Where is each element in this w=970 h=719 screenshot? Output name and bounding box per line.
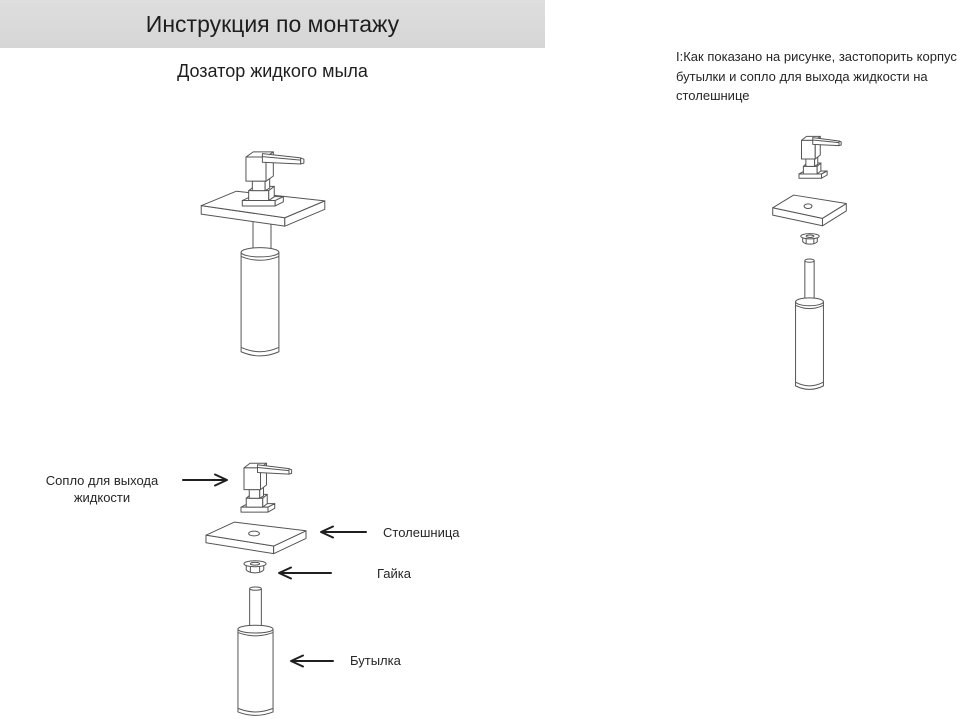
bottle-part — [241, 248, 279, 356]
arrow-right-icon — [182, 473, 232, 487]
bottle-part — [796, 259, 824, 389]
exploded-view-drawing — [200, 452, 345, 719]
nut-part — [801, 234, 819, 245]
subtitle: Дозатор жидкого мыла — [177, 61, 368, 81]
arrow-left-icon — [270, 566, 332, 580]
assembled-dispenser-drawing — [185, 128, 385, 373]
bottle-part — [238, 587, 273, 715]
countertop-plate-part — [206, 522, 306, 554]
pump-head-part — [241, 463, 292, 512]
label-bottle: Бутылка — [350, 653, 401, 668]
header-bar — [0, 0, 545, 48]
note-line: I:Как показано на рисунке, застопорить корпус — [676, 49, 957, 64]
label-nozzle-line1: Сопло для выхода — [45, 473, 159, 488]
pump-head-part — [799, 136, 841, 178]
arrow-left-icon — [284, 654, 334, 668]
note-paragraph — [676, 47, 957, 106]
page-title: Инструкция по монтажу — [145, 11, 400, 37]
countertop-plate-part — [773, 195, 847, 226]
nut-part — [244, 561, 266, 573]
label-countertop: Столешница — [383, 525, 460, 540]
arrow-left-icon — [312, 525, 368, 539]
exploded-view-right-drawing — [765, 128, 875, 393]
note-line: бутылки и сопло для выхода жидкости на — [676, 68, 928, 84]
label-nut: Гайка — [377, 566, 412, 581]
label-nozzle — [36, 472, 168, 506]
label-nozzle-line2: жидкости — [73, 490, 131, 505]
note-line: столешнице — [676, 88, 750, 103]
